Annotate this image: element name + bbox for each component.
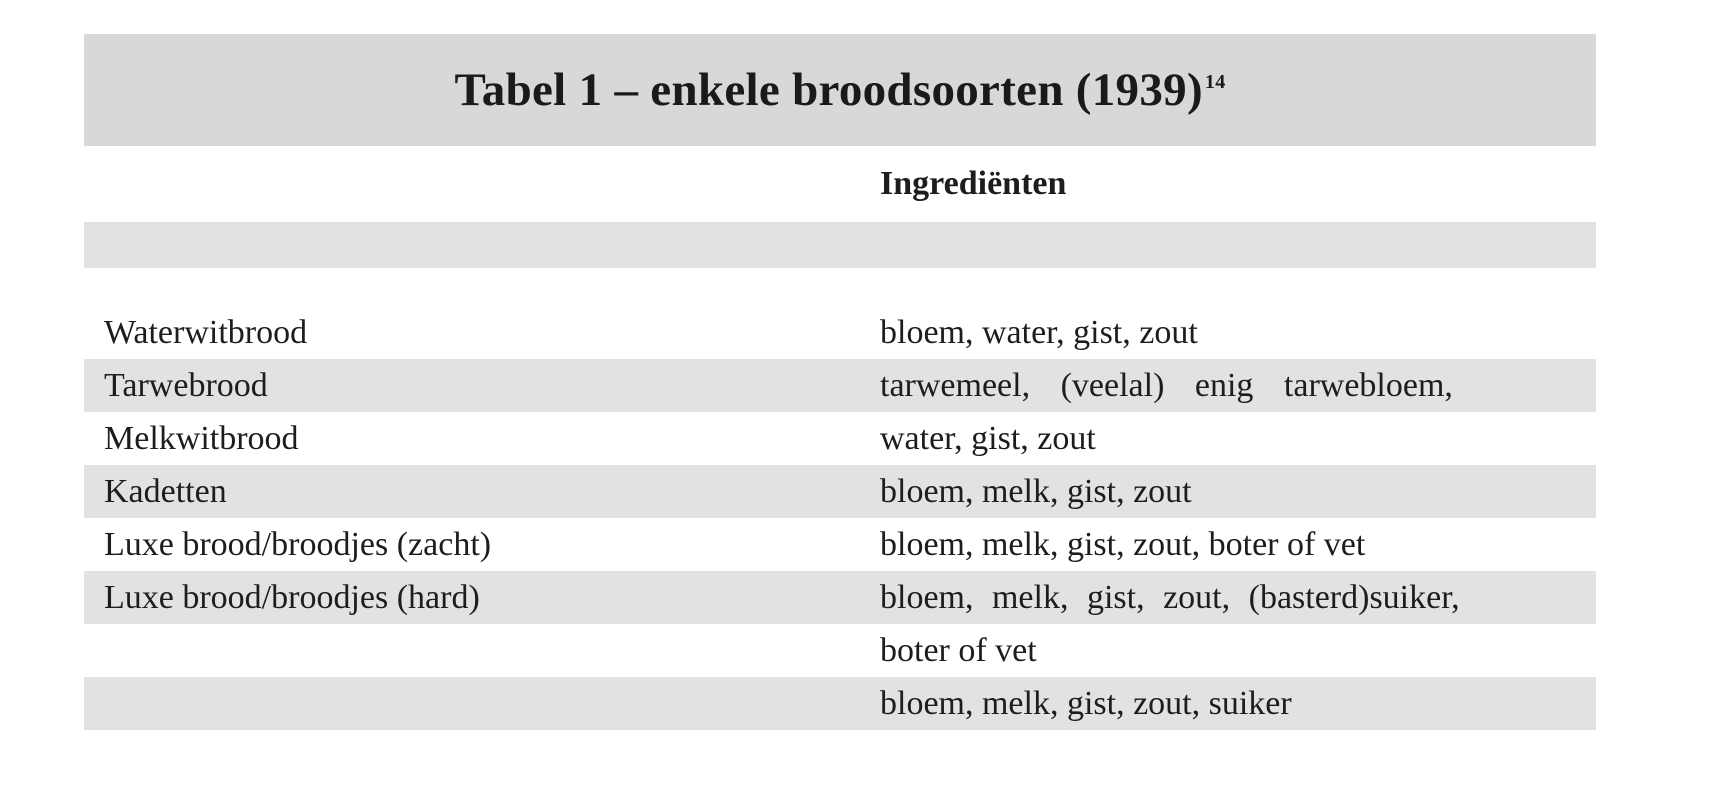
bread-ingredients	[880, 367, 1596, 405]
bread-name: Tarwebrood	[104, 366, 268, 404]
bread-name: Luxe brood/broodjes (hard)	[104, 578, 480, 616]
table-row	[84, 518, 1596, 571]
gap-row	[84, 268, 1596, 306]
bread-table	[84, 34, 1596, 730]
bread-ingredients: bloem, water, gist, zout	[880, 313, 1198, 351]
bread-ingredients	[880, 579, 1596, 617]
table-title-band	[84, 34, 1596, 146]
table-row	[84, 412, 1596, 465]
spacer-row	[84, 222, 1596, 268]
bread-ingredients-text: bloem, melk, gist, zout, (basterd)suiker,	[880, 578, 1460, 616]
table-row	[84, 624, 1596, 677]
bread-ingredients: boter of vet	[880, 631, 1037, 669]
footnote-ref: 14	[1204, 71, 1226, 94]
table-title-text: Tabel 1 – enkele broodsoorten (1939)	[454, 64, 1203, 116]
bread-ingredients: bloem, melk, gist, zout	[880, 472, 1192, 510]
table-row	[84, 306, 1596, 359]
bread-ingredients: bloem, melk, gist, zout, suiker	[880, 684, 1292, 722]
bread-name: Kadetten	[104, 472, 227, 510]
bread-name: Melkwitbrood	[104, 419, 299, 457]
bread-name: Waterwitbrood	[104, 313, 308, 351]
bread-ingredients-text: tarwemeel, (veelal) enig tarwebloem,	[880, 366, 1453, 404]
bread-name: Luxe brood/broodjes (zacht)	[104, 525, 492, 563]
bread-ingredients: water, gist, zout	[880, 419, 1096, 457]
ingredients-header: Ingrediënten	[880, 165, 1067, 202]
column-header-row	[84, 146, 1596, 222]
bread-ingredients: bloem, melk, gist, zout, boter of vet	[880, 525, 1366, 563]
table-row	[84, 571, 1596, 624]
table-row	[84, 677, 1596, 730]
table-title	[454, 63, 1225, 117]
table-row	[84, 359, 1596, 412]
table-row	[84, 465, 1596, 518]
